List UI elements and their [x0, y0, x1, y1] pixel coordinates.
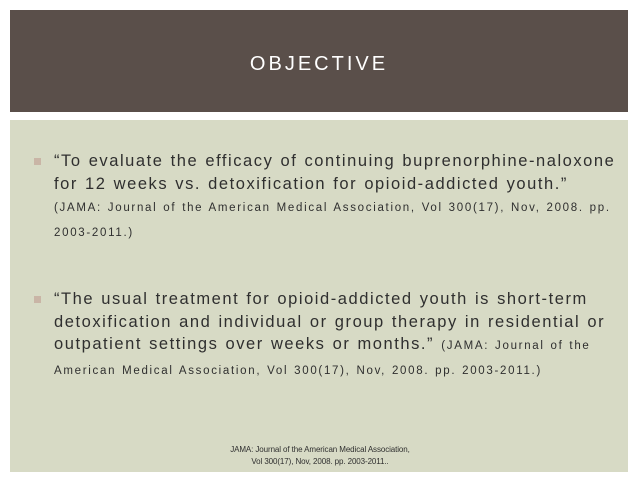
source-footnote — [200, 444, 440, 468]
bullet-text — [54, 288, 619, 382]
footnote-line: Vol 300(17), Nov, 2008. pp. 2003-2011.. — [251, 457, 389, 466]
square-bullet-icon — [34, 296, 41, 303]
footnote-line: JAMA: Journal of the American Medical Association, — [230, 445, 410, 454]
bullet-citation: (JAMA: Journal of the American Medical Association, Vol 300(17), Nov, 2008. pp. 2003-2011.) — [54, 340, 591, 377]
bullet-text — [54, 150, 619, 244]
square-bullet-icon — [34, 158, 41, 165]
bullet-quote: “The usual treatment for opioid-addicted youth is short-term detoxification and individual or group therapy in residential or outpatient settings over weeks or months.” — [54, 290, 606, 353]
title-banner — [10, 10, 628, 112]
bullet-citation: (JAMA: Journal of the American Medical Association, Vol 300(17), Nov, 2008. pp. 2003-2011.) — [54, 202, 611, 239]
bullet-quote: “To evaluate the efficacy of continuing buprenorphine-naloxone for 12 weeks vs. detoxification for opioid-addicted youth.” — [54, 152, 616, 193]
bullet-item — [34, 150, 619, 244]
content-panel — [10, 120, 628, 472]
bullet-item — [34, 288, 619, 382]
slide-title: OBJECTIVE — [249, 52, 389, 75]
